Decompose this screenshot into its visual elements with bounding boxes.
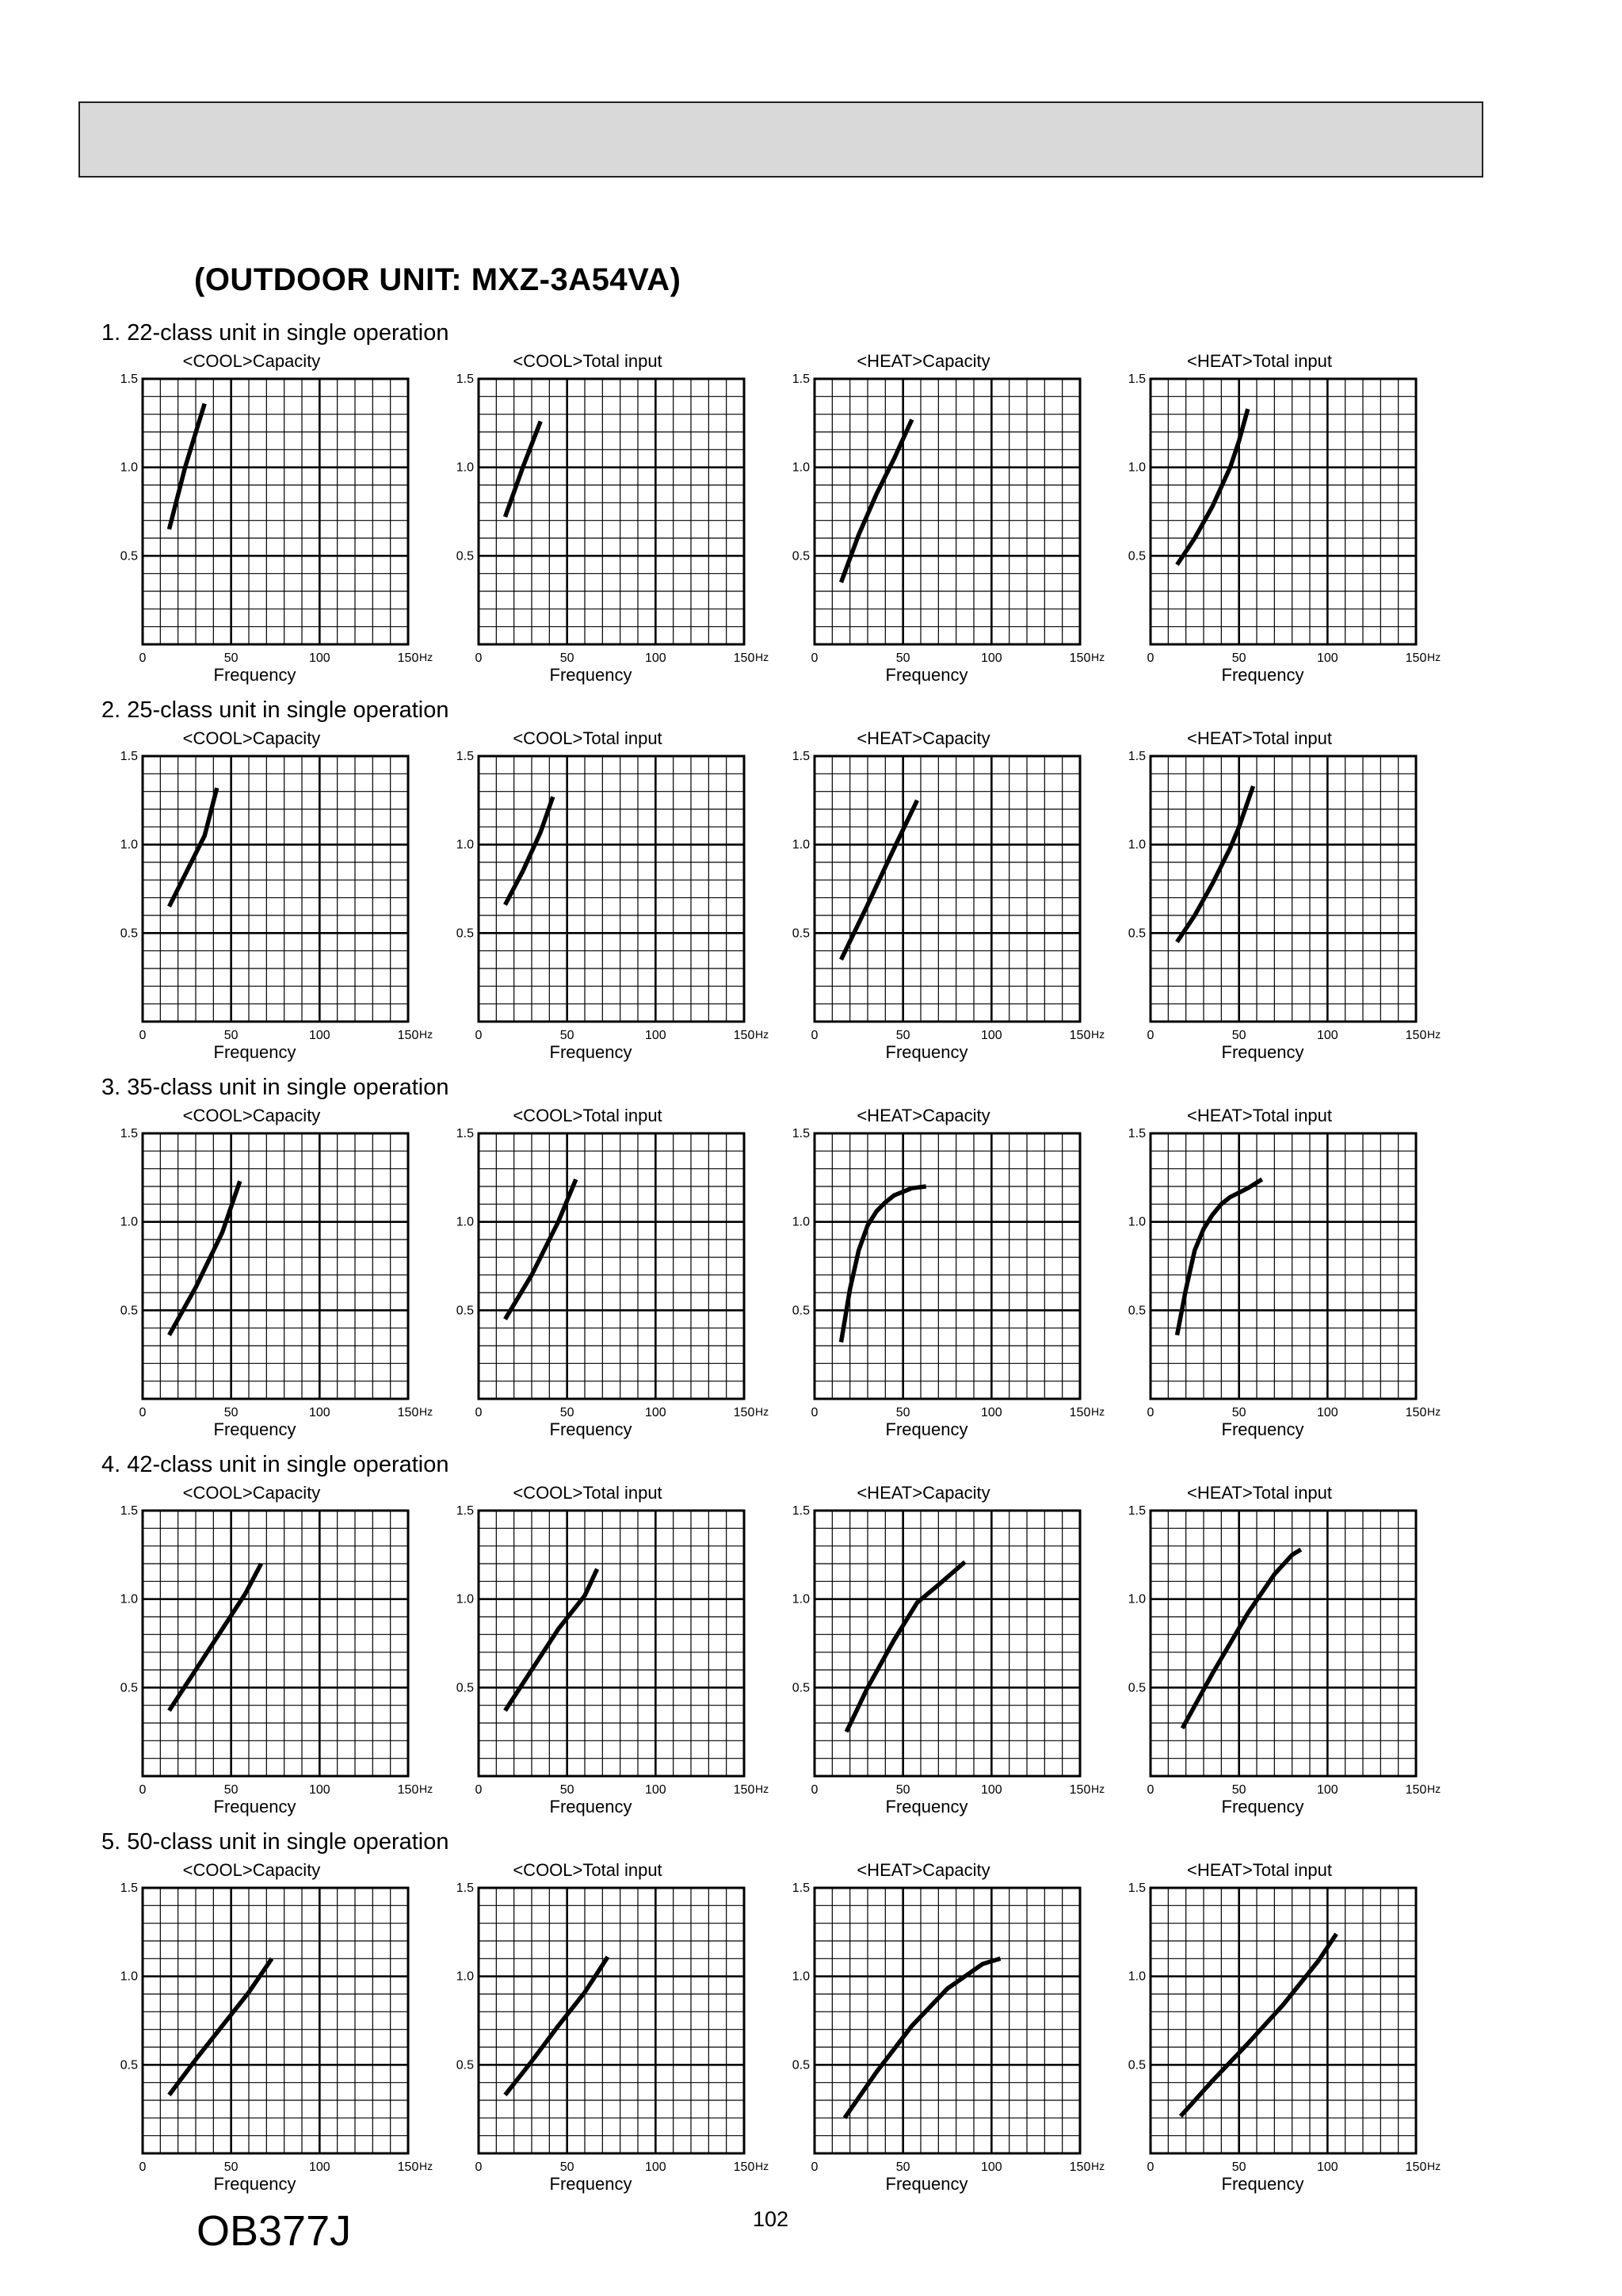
y-tick-label: 0.5 bbox=[1128, 1304, 1146, 1318]
x-tick-label: 100 bbox=[308, 651, 330, 665]
chart-title: <COOL>Capacity bbox=[182, 728, 321, 748]
y-tick-label: 0.5 bbox=[1128, 1681, 1146, 1695]
x-tick-label: 100 bbox=[308, 2160, 330, 2174]
plot-frame bbox=[143, 1511, 408, 1776]
x-tick-label: 0 bbox=[475, 1406, 483, 1419]
y-tick-label: 1.5 bbox=[120, 1504, 138, 1518]
x-tick-label: 150 bbox=[733, 1783, 755, 1797]
x-tick-label: 100 bbox=[1316, 1406, 1338, 1419]
x-tick-label: 0 bbox=[1147, 651, 1154, 665]
x-tick-label: 150 bbox=[1405, 651, 1427, 665]
line-chart bbox=[431, 1872, 800, 2197]
y-tick-label: 1.0 bbox=[120, 460, 138, 475]
y-tick-label: 1.0 bbox=[1128, 1969, 1146, 1984]
plot-frame bbox=[143, 1888, 408, 2153]
line-chart bbox=[95, 1117, 464, 1442]
chart-title: <COOL>Total input bbox=[513, 351, 662, 371]
x-axis-label: Frequency bbox=[1221, 1797, 1304, 1817]
x-tick-label: 0 bbox=[475, 1029, 483, 1042]
y-tick-label: 1.0 bbox=[456, 1592, 474, 1606]
section-heading: 5. 50-class unit in single operation bbox=[101, 1829, 449, 1855]
series-line bbox=[506, 1569, 597, 1711]
x-axis-label: Frequency bbox=[213, 1042, 296, 1062]
y-tick-label: 1.5 bbox=[1128, 1504, 1146, 1518]
y-tick-label: 1.5 bbox=[792, 1881, 810, 1895]
x-tick-label: 150 bbox=[1069, 2160, 1091, 2174]
y-tick-label: 1.0 bbox=[456, 1215, 474, 1229]
section-heading: 1. 22-class unit in single operation bbox=[101, 320, 449, 346]
x-unit-label: Hz bbox=[1091, 1782, 1105, 1795]
x-tick-label: 50 bbox=[559, 1783, 574, 1797]
plot-frame bbox=[815, 1511, 1080, 1776]
plot-frame bbox=[143, 379, 408, 644]
x-unit-label: Hz bbox=[419, 2160, 433, 2172]
series-line bbox=[842, 419, 912, 582]
y-tick-label: 1.0 bbox=[120, 1969, 138, 1984]
x-tick-label: 50 bbox=[559, 651, 574, 665]
y-tick-label: 0.5 bbox=[1128, 2058, 1146, 2073]
plot-frame bbox=[479, 1511, 744, 1776]
line-chart bbox=[767, 363, 1135, 688]
y-tick-label: 1.0 bbox=[120, 1215, 138, 1229]
y-tick-label: 1.5 bbox=[456, 1504, 474, 1518]
x-tick-label: 50 bbox=[223, 1029, 239, 1042]
x-tick-label: 0 bbox=[811, 1783, 819, 1797]
x-axis-label: Frequency bbox=[549, 665, 632, 685]
y-tick-label: 0.5 bbox=[120, 1681, 138, 1695]
y-tick-label: 1.5 bbox=[120, 1881, 138, 1895]
y-tick-label: 0.5 bbox=[120, 1304, 138, 1318]
x-axis-label: Frequency bbox=[213, 1797, 296, 1817]
x-unit-label: Hz bbox=[755, 1782, 769, 1795]
y-tick-label: 1.5 bbox=[456, 1127, 474, 1140]
header-bar bbox=[78, 101, 1483, 178]
x-unit-label: Hz bbox=[419, 651, 433, 663]
y-tick-label: 0.5 bbox=[792, 926, 810, 941]
x-tick-label: 150 bbox=[733, 1406, 755, 1419]
y-tick-label: 0.5 bbox=[792, 1681, 810, 1695]
plot-frame bbox=[815, 379, 1080, 644]
x-axis-label: Frequency bbox=[213, 1419, 296, 1439]
x-tick-label: 100 bbox=[980, 651, 1002, 665]
plot-frame bbox=[479, 1888, 744, 2153]
y-tick-label: 1.0 bbox=[792, 460, 810, 475]
x-tick-label: 100 bbox=[980, 1783, 1002, 1797]
x-axis-label: Frequency bbox=[549, 2174, 632, 2194]
x-tick-label: 150 bbox=[1069, 1783, 1091, 1797]
x-tick-label: 0 bbox=[139, 1783, 147, 1797]
y-tick-label: 1.0 bbox=[792, 838, 810, 852]
line-chart bbox=[767, 1872, 1135, 2197]
x-unit-label: Hz bbox=[1427, 2160, 1441, 2172]
x-tick-label: 150 bbox=[397, 651, 419, 665]
y-tick-label: 0.5 bbox=[1128, 926, 1146, 941]
y-tick-label: 1.5 bbox=[1128, 372, 1146, 386]
series-line bbox=[506, 797, 553, 904]
section-heading: 3. 35-class unit in single operation bbox=[101, 1075, 449, 1100]
x-tick-label: 50 bbox=[559, 1029, 574, 1042]
x-unit-label: Hz bbox=[419, 1782, 433, 1795]
y-tick-label: 0.5 bbox=[792, 549, 810, 563]
series-line bbox=[506, 1957, 609, 2095]
x-tick-label: 0 bbox=[811, 2160, 819, 2174]
plot-frame bbox=[815, 1888, 1080, 2153]
x-tick-label: 0 bbox=[139, 1406, 147, 1419]
x-axis-label: Frequency bbox=[549, 1419, 632, 1439]
x-tick-label: 0 bbox=[139, 651, 147, 665]
line-chart bbox=[95, 1872, 464, 2197]
x-tick-label: 0 bbox=[139, 1029, 147, 1042]
x-tick-label: 0 bbox=[475, 2160, 483, 2174]
x-tick-label: 100 bbox=[980, 2160, 1002, 2174]
y-tick-label: 0.5 bbox=[120, 2058, 138, 2073]
x-tick-label: 0 bbox=[1147, 1406, 1154, 1419]
x-tick-label: 50 bbox=[1231, 2160, 1246, 2174]
document-code: OB377J bbox=[197, 2207, 352, 2255]
x-unit-label: Hz bbox=[419, 1405, 433, 1418]
y-tick-label: 1.5 bbox=[1128, 750, 1146, 763]
x-tick-label: 150 bbox=[1069, 1406, 1091, 1419]
x-unit-label: Hz bbox=[1091, 1028, 1105, 1041]
line-chart bbox=[1103, 363, 1471, 688]
series-line bbox=[842, 1186, 926, 1343]
x-axis-label: Frequency bbox=[885, 1042, 968, 1062]
x-tick-label: 50 bbox=[895, 1406, 910, 1419]
line-chart bbox=[1103, 1117, 1471, 1442]
series-line bbox=[846, 1562, 965, 1732]
x-unit-label: Hz bbox=[1091, 1405, 1105, 1418]
x-tick-label: 150 bbox=[1069, 1029, 1091, 1042]
line-chart bbox=[767, 740, 1135, 1065]
x-tick-label: 100 bbox=[1316, 651, 1338, 665]
x-axis-label: Frequency bbox=[885, 665, 968, 685]
line-chart bbox=[767, 1117, 1135, 1442]
section-heading: 2. 25-class unit in single operation bbox=[101, 697, 449, 723]
x-axis-label: Frequency bbox=[1221, 2174, 1304, 2194]
y-tick-label: 1.0 bbox=[1128, 460, 1146, 475]
plot-frame bbox=[479, 1133, 744, 1399]
line-chart bbox=[431, 363, 800, 688]
x-unit-label: Hz bbox=[419, 1028, 433, 1041]
y-tick-label: 1.0 bbox=[1128, 838, 1146, 852]
line-chart bbox=[431, 1117, 800, 1442]
x-unit-label: Hz bbox=[1427, 1028, 1441, 1041]
line-chart bbox=[1103, 1495, 1471, 1820]
x-tick-label: 0 bbox=[811, 1406, 819, 1419]
x-tick-label: 0 bbox=[811, 1029, 819, 1042]
line-chart bbox=[95, 740, 464, 1065]
series-line bbox=[170, 1958, 273, 2095]
x-tick-label: 50 bbox=[223, 1783, 239, 1797]
x-tick-label: 50 bbox=[895, 2160, 910, 2174]
x-tick-label: 0 bbox=[1147, 2160, 1154, 2174]
y-tick-label: 1.0 bbox=[120, 1592, 138, 1606]
y-tick-label: 1.0 bbox=[456, 1969, 474, 1984]
chart-title: <COOL>Capacity bbox=[182, 1106, 321, 1125]
plot-frame bbox=[1151, 756, 1416, 1022]
y-tick-label: 1.0 bbox=[792, 1215, 810, 1229]
y-tick-label: 1.5 bbox=[1128, 1881, 1146, 1895]
x-tick-label: 50 bbox=[1231, 1029, 1246, 1042]
y-tick-label: 1.5 bbox=[456, 750, 474, 763]
chart-title: <HEAT>Total input bbox=[1186, 1483, 1333, 1503]
page-title: (OUTDOOR UNIT: MXZ-3A54VA) bbox=[194, 262, 681, 297]
y-tick-label: 0.5 bbox=[792, 2058, 810, 2073]
x-tick-label: 150 bbox=[733, 651, 755, 665]
x-tick-label: 50 bbox=[559, 1406, 574, 1419]
x-unit-label: Hz bbox=[1091, 2160, 1105, 2172]
x-unit-label: Hz bbox=[755, 2160, 769, 2172]
x-tick-label: 100 bbox=[1316, 1783, 1338, 1797]
x-tick-label: 100 bbox=[980, 1029, 1002, 1042]
x-tick-label: 100 bbox=[308, 1029, 330, 1042]
y-tick-label: 0.5 bbox=[456, 926, 474, 941]
plot-frame bbox=[1151, 379, 1416, 644]
x-tick-label: 150 bbox=[1405, 2160, 1427, 2174]
x-axis-label: Frequency bbox=[885, 2174, 968, 2194]
x-tick-label: 50 bbox=[895, 1783, 910, 1797]
x-tick-label: 150 bbox=[397, 1406, 419, 1419]
x-tick-label: 50 bbox=[223, 2160, 239, 2174]
x-unit-label: Hz bbox=[1427, 1782, 1441, 1795]
line-chart bbox=[431, 1495, 800, 1820]
x-axis-label: Frequency bbox=[1221, 1419, 1304, 1439]
y-tick-label: 1.5 bbox=[456, 372, 474, 386]
plot-frame bbox=[1151, 1511, 1416, 1776]
line-chart bbox=[1103, 740, 1471, 1065]
y-tick-label: 1.0 bbox=[792, 1592, 810, 1606]
y-tick-label: 0.5 bbox=[456, 2058, 474, 2073]
x-axis-label: Frequency bbox=[1221, 1042, 1304, 1062]
plot-frame bbox=[479, 379, 744, 644]
x-tick-label: 100 bbox=[1316, 2160, 1338, 2174]
y-tick-label: 1.5 bbox=[1128, 1127, 1146, 1140]
y-tick-label: 0.5 bbox=[456, 1681, 474, 1695]
x-axis-label: Frequency bbox=[549, 1042, 632, 1062]
x-unit-label: Hz bbox=[755, 1405, 769, 1418]
x-axis-label: Frequency bbox=[549, 1797, 632, 1817]
y-tick-label: 1.5 bbox=[120, 750, 138, 763]
plot-frame bbox=[479, 756, 744, 1022]
line-chart bbox=[95, 363, 464, 688]
x-tick-label: 150 bbox=[733, 2160, 755, 2174]
chart-title: <HEAT>Total input bbox=[1186, 351, 1333, 371]
x-axis-label: Frequency bbox=[213, 2174, 296, 2194]
chart-title: <COOL>Total input bbox=[513, 728, 662, 748]
x-unit-label: Hz bbox=[1427, 651, 1441, 663]
page-number: 102 bbox=[753, 2207, 789, 2231]
x-tick-label: 50 bbox=[895, 1029, 910, 1042]
chart-title: <COOL>Total input bbox=[513, 1860, 662, 1880]
x-tick-label: 100 bbox=[644, 2160, 666, 2174]
x-tick-label: 100 bbox=[1316, 1029, 1338, 1042]
x-tick-label: 50 bbox=[1231, 1783, 1246, 1797]
y-tick-label: 1.0 bbox=[456, 838, 474, 852]
x-tick-label: 150 bbox=[397, 2160, 419, 2174]
x-tick-label: 50 bbox=[1231, 651, 1246, 665]
y-tick-label: 0.5 bbox=[792, 1304, 810, 1318]
y-tick-label: 0.5 bbox=[120, 549, 138, 563]
y-tick-label: 1.5 bbox=[792, 750, 810, 763]
plot-frame bbox=[143, 1133, 408, 1399]
x-axis-label: Frequency bbox=[885, 1797, 968, 1817]
series-line bbox=[1182, 1549, 1301, 1729]
chart-title: <HEAT>Total input bbox=[1186, 728, 1333, 748]
x-tick-label: 150 bbox=[1405, 1029, 1427, 1042]
y-tick-label: 1.5 bbox=[120, 1127, 138, 1140]
x-tick-label: 100 bbox=[644, 651, 666, 665]
x-tick-label: 100 bbox=[308, 1783, 330, 1797]
y-tick-label: 1.5 bbox=[792, 1504, 810, 1518]
y-tick-label: 1.5 bbox=[792, 1127, 810, 1140]
x-tick-label: 0 bbox=[811, 651, 819, 665]
y-tick-label: 1.5 bbox=[456, 1881, 474, 1895]
x-axis-label: Frequency bbox=[1221, 665, 1304, 685]
x-tick-label: 100 bbox=[980, 1406, 1002, 1419]
chart-title: <COOL>Total input bbox=[513, 1106, 662, 1125]
x-tick-label: 150 bbox=[733, 1029, 755, 1042]
y-tick-label: 1.5 bbox=[792, 372, 810, 386]
chart-title: <COOL>Capacity bbox=[182, 1860, 321, 1880]
chart-title: <COOL>Capacity bbox=[182, 351, 321, 371]
x-tick-label: 150 bbox=[397, 1783, 419, 1797]
x-tick-label: 150 bbox=[1405, 1406, 1427, 1419]
section-heading: 4. 42-class unit in single operation bbox=[101, 1452, 449, 1477]
x-tick-label: 50 bbox=[1231, 1406, 1246, 1419]
x-tick-label: 100 bbox=[644, 1406, 666, 1419]
plot-frame bbox=[1151, 1888, 1416, 2153]
y-tick-label: 1.0 bbox=[1128, 1592, 1146, 1606]
chart-title: <HEAT>Capacity bbox=[857, 1106, 990, 1125]
line-chart bbox=[431, 740, 800, 1065]
chart-title: <HEAT>Total input bbox=[1186, 1860, 1333, 1880]
chart-title: <COOL>Capacity bbox=[182, 1483, 321, 1503]
x-tick-label: 100 bbox=[644, 1029, 666, 1042]
plot-frame bbox=[815, 756, 1080, 1022]
line-chart bbox=[767, 1495, 1135, 1820]
y-tick-label: 0.5 bbox=[120, 926, 138, 941]
x-axis-label: Frequency bbox=[885, 1419, 968, 1439]
x-tick-label: 100 bbox=[644, 1783, 666, 1797]
series-line bbox=[170, 788, 217, 907]
x-tick-label: 50 bbox=[895, 651, 910, 665]
x-tick-label: 100 bbox=[308, 1406, 330, 1419]
line-chart bbox=[1103, 1872, 1471, 2197]
x-axis-label: Frequency bbox=[213, 665, 296, 685]
x-unit-label: Hz bbox=[755, 1028, 769, 1041]
x-tick-label: 0 bbox=[475, 1783, 483, 1797]
x-tick-label: 150 bbox=[397, 1029, 419, 1042]
x-tick-label: 50 bbox=[223, 651, 239, 665]
y-tick-label: 0.5 bbox=[456, 549, 474, 563]
x-tick-label: 150 bbox=[1069, 651, 1091, 665]
plot-frame bbox=[143, 756, 408, 1022]
x-unit-label: Hz bbox=[1091, 651, 1105, 663]
y-tick-label: 1.0 bbox=[120, 838, 138, 852]
y-tick-label: 1.0 bbox=[456, 460, 474, 475]
y-tick-label: 0.5 bbox=[1128, 549, 1146, 563]
x-tick-label: 0 bbox=[139, 2160, 147, 2174]
chart-title: <HEAT>Total input bbox=[1186, 1106, 1333, 1125]
chart-title: <COOL>Total input bbox=[513, 1483, 662, 1503]
x-tick-label: 50 bbox=[559, 2160, 574, 2174]
chart-title: <HEAT>Capacity bbox=[857, 1483, 990, 1503]
y-tick-label: 0.5 bbox=[456, 1304, 474, 1318]
y-tick-label: 1.0 bbox=[792, 1969, 810, 1984]
chart-title: <HEAT>Capacity bbox=[857, 728, 990, 748]
line-chart bbox=[95, 1495, 464, 1820]
y-tick-label: 1.0 bbox=[1128, 1215, 1146, 1229]
x-unit-label: Hz bbox=[1427, 1405, 1441, 1418]
chart-title: <HEAT>Capacity bbox=[857, 1860, 990, 1880]
x-tick-label: 50 bbox=[223, 1406, 239, 1419]
y-tick-label: 1.5 bbox=[120, 372, 138, 386]
x-tick-label: 150 bbox=[1405, 1783, 1427, 1797]
series-line bbox=[506, 1179, 576, 1319]
x-tick-label: 0 bbox=[1147, 1029, 1154, 1042]
x-unit-label: Hz bbox=[755, 651, 769, 663]
x-tick-label: 0 bbox=[1147, 1783, 1154, 1797]
chart-title: <HEAT>Capacity bbox=[857, 351, 990, 371]
x-tick-label: 0 bbox=[475, 651, 483, 665]
